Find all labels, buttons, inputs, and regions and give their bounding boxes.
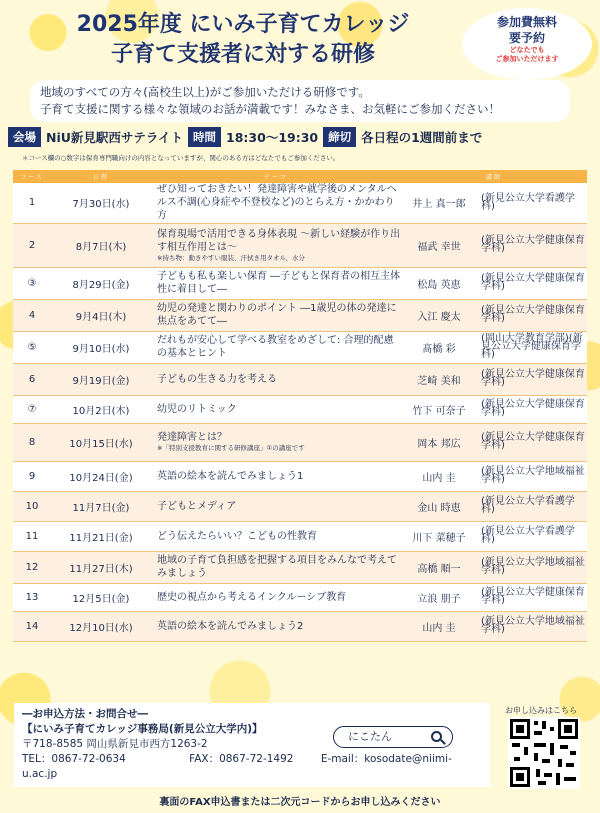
lecturer-name: 高橋 順一 (401, 551, 477, 583)
course-date: 10月2日(木) (51, 395, 151, 423)
lecturer-affiliation: (新見公立大学地域福祉学科) (477, 461, 587, 491)
table-row (13, 363, 587, 395)
course-number: ⑦ (13, 395, 51, 423)
course-number: 9 (13, 461, 51, 491)
course-number: ⑤ (13, 331, 51, 363)
badge-reservation: 要予約 (508, 31, 545, 45)
intro-line2: 子育て支援に関する様々な領域のお話が満載です！みなさま、お気軽にご参加ください！ (40, 102, 500, 116)
course-date: 10月15日(水) (51, 423, 151, 461)
course-date: 7月30日(水) (51, 183, 151, 223)
lecturer-affiliation: (新見公立大学健康保育学科) (477, 223, 587, 267)
course-theme (151, 223, 401, 267)
contact-line (22, 752, 482, 782)
lecturer-affiliation: (岡山大学教育学部)(新見公立大学健康保育学科) (477, 331, 587, 363)
table-row (13, 611, 587, 641)
course-number: 13 (13, 583, 51, 611)
table-row (13, 461, 587, 491)
lecturer-affiliation: (新見公立大学健康保育学科) (477, 299, 587, 331)
lecturer-affiliation: (新見公立大学看護学科) (477, 183, 587, 223)
theme-text: 子どもも私も楽しい保育 ―子どもと保育者の相互主体性に着目して― (157, 271, 401, 295)
lecturer-name: 金山 時恵 (401, 491, 477, 521)
search-text: にこたん (348, 730, 392, 743)
course-date: 8月7日(木) (51, 223, 151, 267)
theme-text: 保育現場で活用できる身体表現 ～新しい経験が作り出す相互作用とは～ (157, 228, 401, 253)
qr-code[interactable] (508, 717, 580, 789)
search-icon (431, 731, 442, 742)
course-theme (151, 395, 401, 423)
info-bar (8, 125, 592, 149)
course-number: 2 (13, 223, 51, 267)
lecturer-name: 山内 圭 (401, 461, 477, 491)
header-theme: テーマ (151, 170, 401, 183)
theme-text: ぜひ知っておきたい！発達障害や就学後のメンタルヘルス不調(心身症や不登校など)のとらえ方・かかわり方 (157, 184, 397, 222)
theme-text: だれもが安心して学べる教室をめざして: 合理的配慮の基本とヒント (157, 335, 394, 359)
header-lecturer: 講師 (401, 170, 587, 183)
title-line2: 子育て支援者に対する研修 (110, 42, 375, 67)
search-box[interactable] (333, 726, 453, 748)
venue-tag: 会場 (8, 127, 41, 147)
course-theme (151, 183, 401, 223)
course-theme (151, 299, 401, 331)
theme-text: 幼児のリトミック (157, 403, 237, 415)
table-row (13, 183, 587, 223)
theme-text: 子どもの生きる力を考える (157, 373, 277, 385)
course-date: 10月24日(金) (51, 461, 151, 491)
course-date: 11月27日(木) (51, 551, 151, 583)
table-header-row (13, 170, 587, 183)
contact-fax: FAX：0867-72-1492 (189, 753, 294, 765)
contact-address: 〒718-8585 岡山県新見市西方1263-2 (22, 738, 208, 750)
table-row (13, 331, 587, 363)
deadline-tag: 締切 (323, 127, 356, 147)
course-date: 11月21日(金) (51, 521, 151, 551)
badge-note1: どなたでも (509, 46, 545, 54)
theme-text: 英語の絵本を読んでみましょう1 (157, 470, 304, 482)
theme-text: 幼児の発達と関わりのポイント ―1歳児の体の発達に焦点をあてて― (157, 303, 397, 327)
course-theme (151, 611, 401, 641)
contact-tel: TEL：0867-72-0634 (22, 753, 126, 765)
badge-note2: ご参加いただけます (495, 55, 559, 63)
badge-free: 参加費無料 (496, 15, 557, 29)
course-theme (151, 363, 401, 395)
course-date: 11月7日(金) (51, 491, 151, 521)
lecturer-affiliation: (新見公立大学地域福祉学科) (477, 611, 587, 641)
course-theme (151, 461, 401, 491)
lecturer-affiliation: (新見公立大学健康保育学科) (477, 267, 587, 299)
time-value: 18:30～19:30 (226, 130, 319, 145)
table-row (13, 521, 587, 551)
course-date: 12月5日(金) (51, 583, 151, 611)
lecturer-name: 髙橋 彩 (401, 331, 477, 363)
lecturer-affiliation: (新見公立大学健康保育学科) (477, 583, 587, 611)
lecturer-name: 井上 真一郎 (401, 183, 477, 223)
course-number: 4 (13, 299, 51, 331)
lecturer-name: 山内 圭 (401, 611, 477, 641)
table-row (13, 491, 587, 521)
contact-org: 【にいみ子育てカレッジ事務局(新見公立大学内)】 (22, 723, 263, 735)
lecturer-name: 川下 菜穂子 (401, 521, 477, 551)
qr-label: お申し込みはこちら (505, 706, 577, 715)
table-row (13, 267, 587, 299)
page-title (28, 10, 458, 70)
theme-text: どう伝えたらいい？こどもの性教育 (157, 530, 317, 542)
course-date: 9月19日(金) (51, 363, 151, 395)
course-number: 8 (13, 423, 51, 461)
table-row (13, 223, 587, 267)
venue-value: NiU新見駅西サテライト (46, 130, 184, 145)
theme-text: 発達障害とは？ (157, 432, 227, 443)
table-row (13, 395, 587, 423)
course-theme (151, 491, 401, 521)
header-date: 日程 (51, 170, 151, 183)
theme-note: ※持ち物：動きやすい服装、汗拭き用タオル、水分 (157, 253, 305, 262)
table-row (13, 423, 587, 461)
schedule-table (13, 170, 587, 642)
free-badge (462, 8, 592, 80)
theme-text: 歴史の視点から考えるインクルーシブ教育 (157, 591, 347, 603)
deadline-value: 各日程の1週間前まで (361, 130, 483, 145)
course-number: 11 (13, 521, 51, 551)
course-theme (151, 331, 401, 363)
time-tag: 時間 (188, 127, 221, 147)
course-theme (151, 267, 401, 299)
footer-note: 裏面のFAX申込書または二次元コードからお申し込みください (159, 797, 441, 808)
course-note: ＊コース欄の○数字は保育専門職向けの内容となっていますが、関心のある方はどなたでもご参加ください。 (22, 154, 340, 162)
intro-box (30, 80, 570, 122)
lecturer-name: 福武 幸世 (401, 223, 477, 267)
lecturer-affiliation: (新見公立大学看護学科) (477, 491, 587, 521)
course-number: 6 (13, 363, 51, 395)
lecturer-name: 岡本 邦広 (401, 423, 477, 461)
lecturer-affiliation: (新見公立大学健康保育学科) (477, 423, 587, 461)
lecturer-name: 芝崎 美和 (401, 363, 477, 395)
table-row (13, 583, 587, 611)
lecturer-affiliation: (新見公立大学健康保育学科) (477, 395, 587, 423)
intro-line1: 地域のすべての方々(高校生以上)がご参加いただける研修です。 (40, 85, 370, 99)
course-theme (151, 551, 401, 583)
title-line1: 2025年度 にいみ子育てカレッジ (76, 12, 410, 37)
lecturer-affiliation: (新見公立大学看護学科) (477, 521, 587, 551)
course-date: 8月29日(金) (51, 267, 151, 299)
theme-note: ※「特別支援教育に関する研修講座」①の講座です (157, 444, 305, 452)
contact-email[interactable]: E-mail：kosodate@niimi-u.ac.jp (22, 753, 452, 780)
lecturer-name: 松島 英恵 (401, 267, 477, 299)
course-date: 12月10日(水) (51, 611, 151, 641)
course-theme (151, 521, 401, 551)
course-date: 9月4日(木) (51, 299, 151, 331)
table-row (13, 299, 587, 331)
lecturer-affiliation: (新見公立大学地域福祉学科) (477, 551, 587, 583)
course-number: 1 (13, 183, 51, 223)
table-row (13, 551, 587, 583)
theme-text: 英語の絵本を読んでみましょう2 (157, 620, 304, 632)
theme-text: 地域の子育て負担感を把握する項目をみんなで考えてみましょう (157, 555, 397, 579)
course-number: 14 (13, 611, 51, 641)
course-number: 12 (13, 551, 51, 583)
theme-text: 子どもとメディア (157, 500, 237, 512)
contact-heading: ―お申込方法・お問合せ― (22, 708, 148, 720)
lecturer-name: 竹下 可奈子 (401, 395, 477, 423)
course-theme (151, 583, 401, 611)
course-theme (151, 423, 401, 461)
course-date: 9月10日(水) (51, 331, 151, 363)
lecturer-name: 立浪 朋子 (401, 583, 477, 611)
course-number: 10 (13, 491, 51, 521)
header-course: コース (13, 170, 51, 183)
lecturer-affiliation: (新見公立大学健康保育学科) (477, 363, 587, 395)
lecturer-name: 入江 慶太 (401, 299, 477, 331)
course-number: ③ (13, 267, 51, 299)
